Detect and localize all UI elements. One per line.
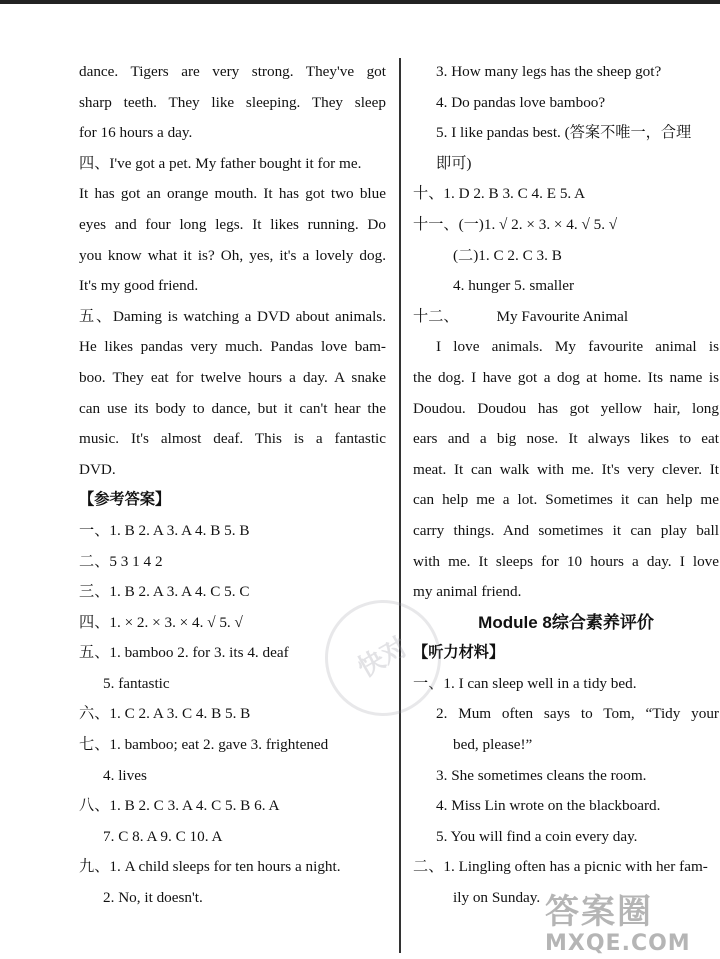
answer-line: (二)1. C 2. C 3. B — [453, 246, 562, 264]
listening-heading: 【听力材料】 — [413, 644, 505, 662]
essay-line: I love animals. My favourite animal is — [436, 338, 719, 356]
listening-line: 3. She sometimes cleans the room. — [436, 766, 647, 784]
text-line: sharp teeth. They like sleeping. They sleep — [79, 93, 386, 111]
text-line: boo. They eat for twelve hours a day. A snake — [79, 368, 386, 386]
essay-title-line: 十二、 My Favourite Animal — [413, 307, 629, 325]
answer-line: 二、5 3 1 4 2 — [79, 552, 163, 570]
answer-line: 3. How many legs has the sheep got? — [436, 63, 662, 80]
essay-line: the dog. I have got a dog at home. Its name is — [413, 368, 719, 386]
answer-line: 七、1. bamboo; eat 2. gave 3. frightened — [79, 736, 329, 754]
essay-line: meat. It can walk with me. It's very clever. It — [413, 460, 719, 478]
answer-line: 5. fantastic — [103, 674, 170, 692]
answer-line: 十一、(一)1. √ 2. × 3. × 4. √ 5. √ — [413, 215, 618, 233]
answer-line: 一、1. B 2. A 3. A 4. B 5. B — [79, 521, 250, 539]
corner-watermark-title: 答案圈 — [545, 892, 653, 932]
essay-line: with me. It sleeps for 10 hours a day. I love — [413, 552, 719, 570]
column-divider — [399, 58, 401, 953]
text-line: It has got an orange mouth. It has got two blue — [79, 185, 386, 203]
text-line: eyes and four long legs. It likes running. Do — [79, 215, 386, 233]
text-line: music. It's almost deaf. This is a fantastic — [79, 430, 386, 448]
answer-line: 2. No, it doesn't. — [103, 889, 203, 907]
essay-line: ears and a big nose. It always likes to eat — [413, 430, 719, 448]
listening-line: 二、1. Lingling often has a picnic with her fam- — [413, 858, 708, 876]
listening-line: 2. Mum often says to Tom, “Tidy your — [436, 705, 719, 723]
text-line: dance. Tigers are very strong. They've got — [79, 63, 386, 80]
answer-line: 5. I like pandas best. (答案不唯一，合理 — [436, 124, 692, 142]
module-heading: Module 8综合素养评价 — [478, 612, 654, 632]
essay-line: carry things. And sometimes it can play ball — [413, 521, 719, 539]
essay-line: Doudou. Doudou has got yellow hair, long — [413, 399, 719, 417]
right-column — [413, 57, 719, 914]
listening-line: 一、1. I can sleep well in a tidy bed. — [413, 674, 637, 692]
listening-line: ily on Sunday. — [453, 889, 541, 907]
text-line: It's my good friend. — [79, 277, 199, 295]
answer-line: 4. Do pandas love bamboo? — [436, 93, 606, 111]
answer-line: 八、1. B 2. C 3. A 4. C 5. B 6. A — [79, 797, 280, 815]
corner-watermark-url: MXQE.COM — [545, 931, 691, 956]
answer-line: 六、1. C 2. A 3. C 4. B 5. B — [79, 705, 251, 723]
answer-line: 即可) — [436, 154, 472, 172]
text-line: can use its body to dance, but it can't hear the — [79, 399, 386, 417]
answer-line: 4. lives — [103, 766, 147, 784]
answer-line: 三、1. B 2. A 3. A 4. C 5. C — [79, 583, 250, 601]
listening-line: 4. Miss Lin wrote on the blackboard. — [436, 797, 661, 815]
answer-line: 五、1. bamboo 2. for 3. its 4. deaf — [79, 644, 289, 662]
text-line: 五、Daming is watching a DVD about animals. — [79, 307, 386, 325]
text-line: DVD. — [79, 460, 116, 478]
answer-line: 九、1. A child sleeps for ten hours a night. — [79, 858, 341, 876]
essay-line: my animal friend. — [413, 583, 522, 601]
answer-line: 十、1. D 2. B 3. C 4. E 5. A — [413, 185, 586, 203]
text-line: He likes pandas very much. Pandas love bam- — [79, 338, 386, 356]
answer-line: 4. hunger 5. smaller — [453, 277, 575, 295]
listening-line: 5. You will find a coin every day. — [436, 827, 638, 845]
left-column — [79, 57, 386, 914]
essay-line: can help me a lot. Sometimes it can help me — [413, 491, 719, 509]
top-border — [0, 0, 720, 4]
answer-key-heading: 【参考答案】 — [79, 491, 171, 509]
listening-line: bed, please!” — [453, 736, 533, 754]
text-line: 四、I've got a pet. My father bought it for me. — [79, 154, 362, 172]
watermark-seal: 快对 — [304, 579, 462, 737]
answer-line: 四、1. × 2. × 3. × 4. √ 5. √ — [79, 613, 243, 631]
text-line: you know what it is? Oh, yes, it's a lovely dog. — [79, 246, 386, 264]
text-line: for 16 hours a day. — [79, 124, 193, 142]
answer-line: 7. C 8. A 9. C 10. A — [103, 827, 223, 845]
